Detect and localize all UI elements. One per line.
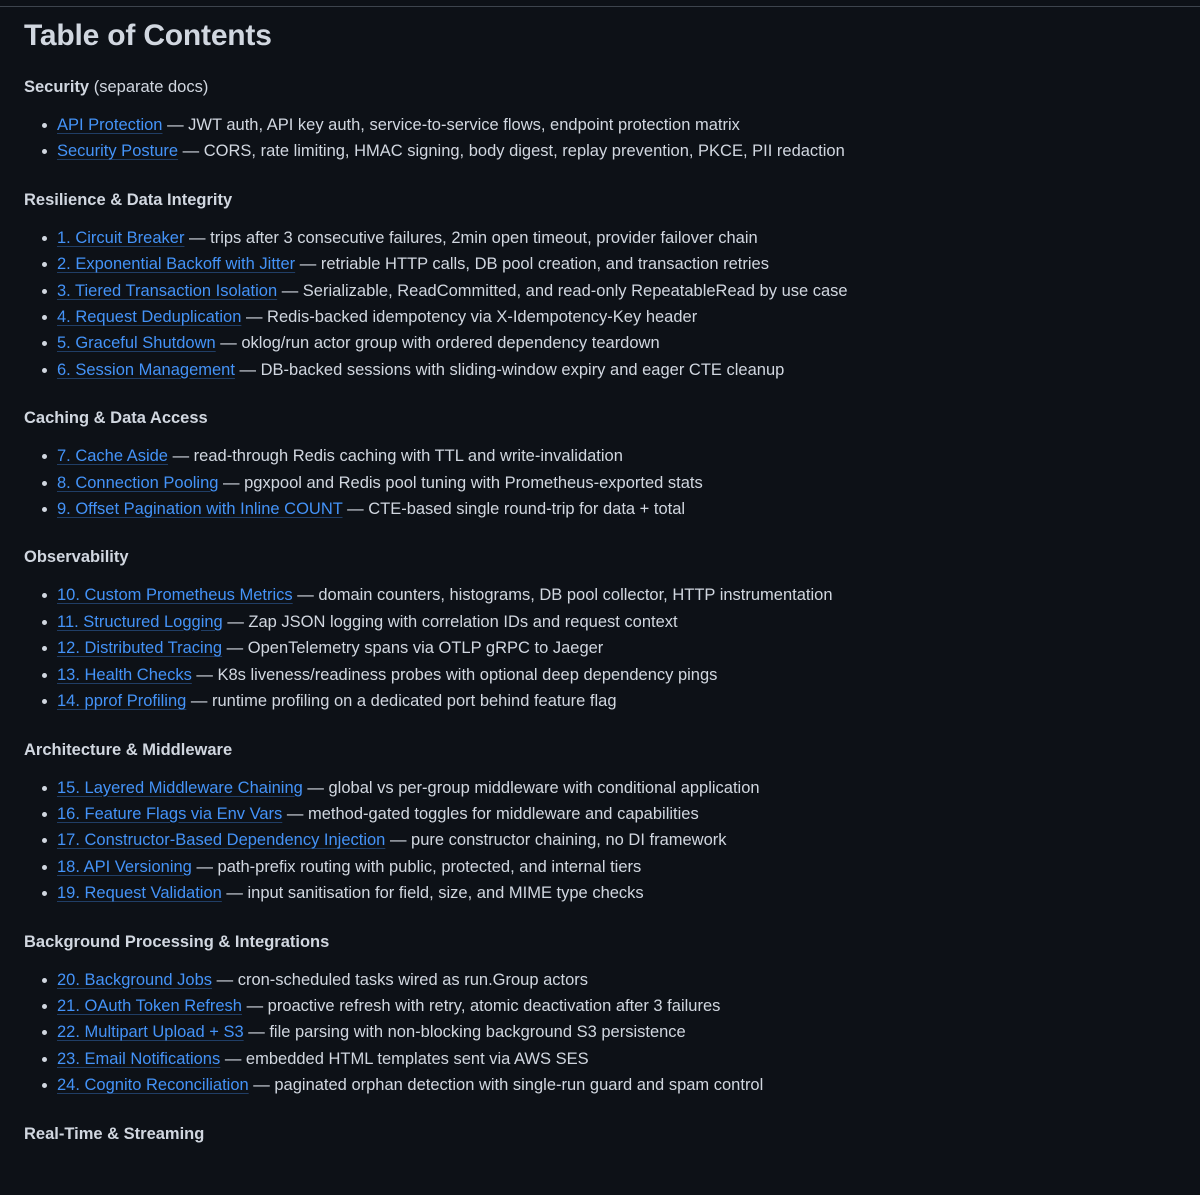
bullet-icon [42, 481, 47, 486]
list-item [42, 775, 1200, 801]
toc-sections [24, 76, 1200, 1145]
list-item [42, 138, 1200, 164]
toc-link[interactable]: 2. Exponential Backoff with Jitter [57, 255, 296, 274]
list-item [42, 225, 1200, 251]
list-item [42, 688, 1200, 714]
toc-link[interactable]: 18. API Versioning [57, 857, 192, 876]
list-item [42, 635, 1200, 661]
section-heading [24, 189, 1200, 211]
toc-link[interactable]: 9. Offset Pagination with Inline COUNT [57, 500, 343, 519]
item-description: Redis-backed idempotency via X-Idempotency-Key header [267, 308, 698, 327]
toc-link[interactable]: 22. Multipart Upload + S3 [57, 1023, 244, 1042]
toc-link[interactable]: 24. Cognito Reconciliation [57, 1076, 249, 1095]
toc-list [24, 112, 1200, 165]
list-item [42, 967, 1200, 993]
toc-content [24, 16, 1200, 1159]
item-description: CTE-based single round-trip for data + total [368, 500, 686, 519]
item-description: method-gated toggles for middleware and capabilities [307, 804, 699, 823]
bullet-icon [42, 123, 47, 128]
page-title: Table of Contents [24, 19, 272, 52]
em-dash-separator: — [248, 1076, 275, 1095]
section-heading-text: Resilience & Data Integrity [24, 190, 233, 209]
bullet-icon [42, 646, 47, 651]
item-description: read-through Redis caching with TTL and write-invalidation [193, 447, 623, 466]
em-dash-separator: — [277, 281, 303, 300]
section-heading [24, 407, 1200, 429]
bullet-icon [42, 838, 47, 843]
toc-link[interactable]: 5. Graceful Shutdown [57, 334, 216, 353]
list-item [42, 993, 1200, 1019]
list-item [42, 1019, 1200, 1045]
em-dash-separator: — [222, 639, 248, 658]
list-item [42, 278, 1200, 304]
em-dash-separator: — [222, 612, 249, 631]
section-heading-text: Observability [24, 548, 129, 567]
toc-link[interactable]: 15. Layered Middleware Chaining [57, 778, 303, 797]
list-item [42, 662, 1200, 688]
item-description: path-prefix routing with public, protected, and internal tiers [217, 857, 642, 876]
toc-link[interactable]: 10. Custom Prometheus Metrics [57, 586, 293, 605]
em-dash-separator: — [212, 970, 238, 989]
item-description: cron-scheduled tasks wired as run.Group actors [237, 970, 589, 989]
toc-section [24, 407, 1200, 522]
toc-link[interactable]: 16. Feature Flags via Env Vars [57, 804, 283, 823]
item-description: input sanitisation for field, size, and MIME type checks [247, 884, 644, 903]
top-divider [0, 6, 1200, 7]
em-dash-separator: — [191, 665, 218, 684]
em-dash-separator: — [243, 1023, 270, 1042]
section-heading-text: Background Processing & Integrations [24, 932, 330, 951]
item-description: CORS, rate limiting, HMAC signing, body digest, replay prevention, PKCE, PII redaction [203, 142, 845, 161]
bullet-icon [42, 786, 47, 791]
toc-list [24, 967, 1200, 1099]
bullet-icon [42, 368, 47, 373]
toc-list [24, 225, 1200, 383]
bullet-icon [42, 673, 47, 678]
section-heading [24, 546, 1200, 568]
bullet-icon [42, 978, 47, 983]
list-item [42, 357, 1200, 383]
list-item [42, 251, 1200, 277]
bullet-icon [42, 699, 47, 704]
toc-link[interactable]: API Protection [57, 116, 163, 134]
list-item [42, 496, 1200, 522]
toc-link[interactable]: 14. pprof Profiling [57, 692, 187, 711]
bullet-icon [42, 454, 47, 459]
item-description: paginated orphan detection with single-run guard and spam control [274, 1076, 764, 1095]
toc-link[interactable]: 4. Request Deduplication [57, 308, 242, 327]
toc-section [24, 76, 1200, 165]
em-dash-separator: — [221, 884, 248, 903]
em-dash-separator: — [168, 447, 194, 466]
toc-list [24, 443, 1200, 522]
toc-link[interactable]: 12. Distributed Tracing [57, 639, 223, 658]
bullet-icon [42, 1004, 47, 1009]
toc-link[interactable]: 3. Tiered Transaction Isolation [57, 281, 278, 300]
toc-section [24, 931, 1200, 1099]
bullet-icon [42, 289, 47, 294]
toc-link[interactable]: Security Posture [57, 142, 179, 161]
list-item [42, 330, 1200, 356]
em-dash-separator: — [178, 142, 204, 161]
item-description: trips after 3 consecutive failures, 2min open timeout, provider failover chain [210, 228, 758, 247]
list-item [42, 801, 1200, 827]
em-dash-separator: — [241, 996, 268, 1015]
item-description: K8s liveness/readiness probes with optional deep dependency pings [217, 665, 718, 684]
list-item [42, 470, 1200, 496]
toc-link[interactable]: 1. Circuit Breaker [57, 228, 185, 247]
section-heading [24, 931, 1200, 953]
toc-list [24, 582, 1200, 714]
item-description: domain counters, histograms, DB pool collector, HTTP instrumentation [318, 586, 833, 605]
item-description: pure constructor chaining, no DI framework [411, 831, 727, 850]
item-description: oklog/run actor group with ordered dependency teardown [241, 334, 660, 353]
em-dash-separator: — [302, 778, 329, 797]
em-dash-separator: — [282, 804, 308, 823]
em-dash-separator: — [162, 116, 189, 134]
bullet-icon [42, 507, 47, 512]
toc-link[interactable]: 13. Health Checks [57, 665, 192, 684]
em-dash-separator: — [342, 500, 369, 519]
item-description: pgxpool and Redis pool tuning with Prometheus-exported stats [244, 473, 703, 492]
item-description: DB-backed sessions with sliding-window expiry and eager CTE cleanup [260, 360, 785, 379]
toc-link[interactable]: 7. Cache Aside [57, 447, 168, 466]
list-item [42, 1046, 1200, 1072]
bullet-icon [42, 812, 47, 817]
item-description: JWT auth, API key auth, service-to-service flows, endpoint protection matrix [188, 116, 740, 134]
bullet-icon [42, 262, 47, 267]
bullet-icon [42, 1057, 47, 1062]
bullet-icon [42, 315, 47, 320]
toc-section [24, 1123, 1200, 1145]
item-description: retriable HTTP calls, DB pool creation, and transaction retries [320, 255, 769, 274]
toc-link[interactable]: 21. OAuth Token Refresh [57, 996, 242, 1015]
em-dash-separator: — [241, 308, 268, 327]
em-dash-separator: — [191, 857, 218, 876]
list-item [42, 827, 1200, 853]
item-description: embedded HTML templates sent via AWS SES [245, 1049, 589, 1068]
bullet-icon [42, 341, 47, 346]
toc-section [24, 546, 1200, 714]
em-dash-separator: — [385, 831, 412, 850]
em-dash-separator: — [220, 1049, 246, 1068]
section-heading [24, 76, 1200, 98]
toc-link[interactable]: 11. Structured Logging [57, 612, 223, 631]
toc-link[interactable]: 20. Background Jobs [57, 970, 213, 989]
toc-link[interactable]: 19. Request Validation [57, 884, 222, 903]
em-dash-separator: — [186, 692, 212, 711]
item-description: Zap JSON logging with correlation IDs and request context [248, 612, 678, 631]
section-heading-text: Caching & Data Access [24, 409, 208, 428]
list-item [42, 609, 1200, 635]
section-note: (separate docs) [93, 78, 209, 96]
toc-link[interactable]: 23. Email Notifications [57, 1049, 221, 1068]
item-description: proactive refresh with retry, atomic deactivation after 3 failures [267, 996, 721, 1015]
bullet-icon [42, 236, 47, 241]
item-description: global vs per-group middleware with conditional application [328, 778, 760, 797]
toc-section [24, 739, 1200, 907]
list-item [42, 112, 1200, 138]
toc-link[interactable]: 17. Constructor-Based Dependency Injection [57, 831, 386, 850]
em-dash-separator: — [215, 334, 242, 353]
em-dash-separator: — [292, 586, 319, 605]
em-dash-separator: — [295, 255, 321, 274]
bullet-icon [42, 149, 47, 154]
list-item [42, 304, 1200, 330]
em-dash-separator: — [184, 228, 211, 247]
bullet-icon [42, 865, 47, 870]
section-heading-text: Real-Time & Streaming [24, 1124, 205, 1143]
bullet-icon [42, 891, 47, 896]
list-item [42, 854, 1200, 880]
bullet-icon [42, 593, 47, 598]
item-description: OpenTelemetry spans via OTLP gRPC to Jaeger [247, 639, 604, 658]
list-item [42, 582, 1200, 608]
bullet-icon [42, 1030, 47, 1035]
em-dash-separator: — [218, 473, 245, 492]
item-description: file parsing with non-blocking background S3 persistence [269, 1023, 686, 1042]
list-item [42, 1072, 1200, 1098]
list-item [42, 443, 1200, 469]
section-heading [24, 739, 1200, 761]
bullet-icon [42, 620, 47, 625]
item-description: runtime profiling on a dedicated port behind feature flag [212, 692, 617, 711]
list-item [42, 880, 1200, 906]
toc-section [24, 189, 1200, 383]
section-heading-text: Security [24, 78, 90, 96]
item-description: Serializable, ReadCommitted, and read-only RepeatableRead by use case [302, 281, 848, 300]
section-heading-text: Architecture & Middleware [24, 740, 233, 759]
toc-link[interactable]: 8. Connection Pooling [57, 473, 219, 492]
em-dash-separator: — [234, 360, 261, 379]
toc-link[interactable]: 6. Session Management [57, 360, 235, 379]
bullet-icon [42, 1083, 47, 1088]
section-heading [24, 1123, 1200, 1145]
toc-list [24, 775, 1200, 907]
